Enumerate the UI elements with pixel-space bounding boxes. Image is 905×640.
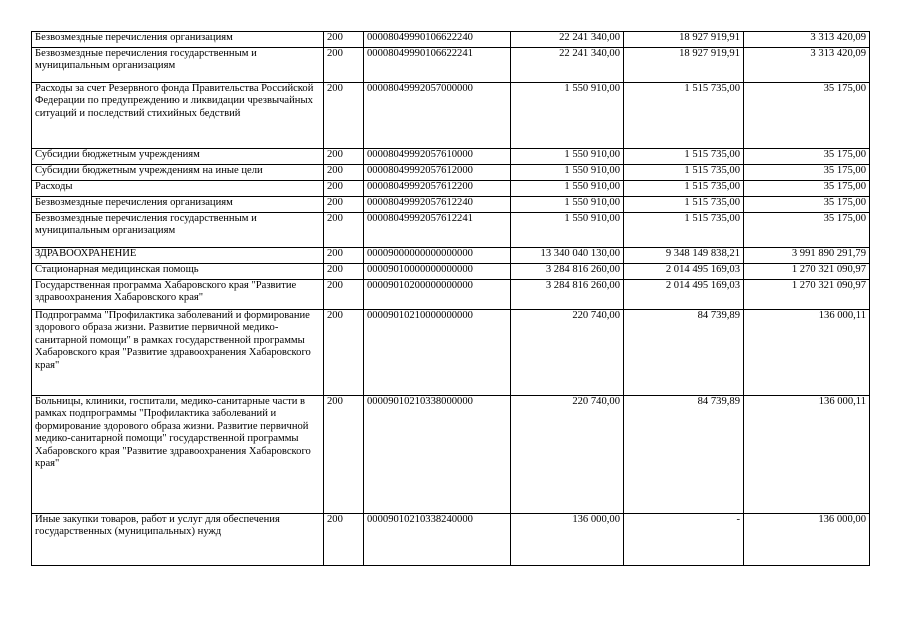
cell-executed-amount: 2 014 495 169,03 [624,264,744,280]
cell-expense-name: Расходы за счет Резервного фонда Правительства Российской Федерации по предупреждению и ликвидации чрезвычайных ситуаций и последствий стихийных бедствий [32,83,324,149]
cell-remaining-amount: 35 175,00 [744,165,870,181]
cell-executed-amount: 1 515 735,00 [624,213,744,248]
cell-approved-amount: 1 550 910,00 [511,213,624,248]
cell-expense-name: Государственная программа Хабаровского края "Развитие здравоохранения Хабаровского края" [32,280,324,310]
table-row [32,248,870,264]
cell-executed-amount: 9 348 149 838,21 [624,248,744,264]
table-row [32,310,870,396]
cell-approved-amount: 1 550 910,00 [511,83,624,149]
cell-approved-amount: 13 340 040 130,00 [511,248,624,264]
cell-executed-amount: 1 515 735,00 [624,149,744,165]
cell-admin-code: 200 [324,248,364,264]
cell-approved-amount: 22 241 340,00 [511,32,624,48]
cell-admin-code: 200 [324,83,364,149]
cell-executed-amount: 84 739,89 [624,310,744,396]
cell-approved-amount: 3 284 816 260,00 [511,264,624,280]
cell-admin-code: 200 [324,264,364,280]
cell-expense-name: Расходы [32,181,324,197]
table-row [32,213,870,248]
cell-approved-amount: 3 284 816 260,00 [511,280,624,310]
table-row [32,514,870,566]
table-row [32,149,870,165]
table-row [32,48,870,83]
cell-expense-name: Больницы, клиники, госпитали, медико-санитарные части в рамках подпрограммы "Профилактика заболеваний и формирование здорового образа жизни. Развитие первичной медико-санитарной помощи" государственной программы Хабаровского края "Развитие здравоохранения Хабаровского края" [32,396,324,514]
cell-admin-code: 200 [324,213,364,248]
table-row [32,83,870,149]
cell-classification-code: 00009010210338240000 [364,514,511,566]
table-row [32,165,870,181]
cell-classification-code: 00009010200000000000 [364,280,511,310]
cell-classification-code: 00008049990106622241 [364,48,511,83]
cell-remaining-amount: 1 270 321 090,97 [744,264,870,280]
cell-classification-code: 00009000000000000000 [364,248,511,264]
cell-expense-name: Подпрограмма "Профилактика заболеваний и формирование здорового образа жизни. Развитие первичной медико-санитарной помощи" в рамках государственной программы Хабаровского края "Развитие здравоохранения Хабаровского края" [32,310,324,396]
cell-executed-amount: 2 014 495 169,03 [624,280,744,310]
cell-admin-code: 200 [324,149,364,165]
cell-expense-name: ЗДРАВООХРАНЕНИЕ [32,248,324,264]
cell-remaining-amount: 3 313 420,09 [744,48,870,83]
cell-classification-code: 00008049992057612200 [364,181,511,197]
cell-classification-code: 00008049992057612241 [364,213,511,248]
table-row [32,280,870,310]
cell-admin-code: 200 [324,514,364,566]
cell-executed-amount: 84 739,89 [624,396,744,514]
cell-approved-amount: 220 740,00 [511,396,624,514]
cell-approved-amount: 1 550 910,00 [511,197,624,213]
cell-admin-code: 200 [324,197,364,213]
cell-expense-name: Безвозмездные перечисления организациям [32,32,324,48]
cell-approved-amount: 1 550 910,00 [511,165,624,181]
cell-remaining-amount: 35 175,00 [744,197,870,213]
cell-admin-code: 200 [324,396,364,514]
table-row [32,264,870,280]
cell-classification-code: 00008049992057000000 [364,83,511,149]
cell-admin-code: 200 [324,165,364,181]
cell-admin-code: 200 [324,32,364,48]
cell-executed-amount: 18 927 919,91 [624,48,744,83]
cell-executed-amount: 18 927 919,91 [624,32,744,48]
cell-expense-name: Субсидии бюджетным учреждениям на иные цели [32,165,324,181]
cell-remaining-amount: 35 175,00 [744,83,870,149]
cell-expense-name: Стационарная медицинская помощь [32,264,324,280]
cell-classification-code: 00009010000000000000 [364,264,511,280]
cell-approved-amount: 1 550 910,00 [511,149,624,165]
cell-executed-amount: 1 515 735,00 [624,83,744,149]
cell-expense-name: Иные закупки товаров, работ и услуг для обеспечения государственных (муниципальных) нужд [32,514,324,566]
cell-remaining-amount: 3 991 890 291,79 [744,248,870,264]
cell-admin-code: 200 [324,181,364,197]
cell-admin-code: 200 [324,310,364,396]
cell-expense-name: Безвозмездные перечисления организациям [32,197,324,213]
table-row [32,181,870,197]
cell-executed-amount: - [624,514,744,566]
cell-approved-amount: 1 550 910,00 [511,181,624,197]
cell-classification-code: 00008049992057612240 [364,197,511,213]
cell-classification-code: 00008049992057610000 [364,149,511,165]
cell-classification-code: 00009010210000000000 [364,310,511,396]
cell-approved-amount: 220 740,00 [511,310,624,396]
cell-remaining-amount: 35 175,00 [744,149,870,165]
cell-remaining-amount: 136 000,11 [744,310,870,396]
cell-approved-amount: 136 000,00 [511,514,624,566]
table-row [32,32,870,48]
cell-remaining-amount: 35 175,00 [744,181,870,197]
cell-executed-amount: 1 515 735,00 [624,165,744,181]
table-body [32,32,870,566]
cell-executed-amount: 1 515 735,00 [624,181,744,197]
table-row [32,197,870,213]
cell-approved-amount: 22 241 340,00 [511,48,624,83]
cell-remaining-amount: 136 000,11 [744,396,870,514]
cell-remaining-amount: 136 000,00 [744,514,870,566]
cell-classification-code: 00009010210338000000 [364,396,511,514]
cell-classification-code: 00008049990106622240 [364,32,511,48]
budget-execution-table [31,31,870,566]
cell-expense-name: Безвозмездные перечисления государственным и муниципальным организациям [32,48,324,83]
cell-remaining-amount: 3 313 420,09 [744,32,870,48]
cell-remaining-amount: 1 270 321 090,97 [744,280,870,310]
cell-classification-code: 00008049992057612000 [364,165,511,181]
cell-expense-name: Субсидии бюджетным учреждениям [32,149,324,165]
cell-admin-code: 200 [324,48,364,83]
cell-admin-code: 200 [324,280,364,310]
table-row [32,396,870,514]
cell-executed-amount: 1 515 735,00 [624,197,744,213]
cell-remaining-amount: 35 175,00 [744,213,870,248]
cell-expense-name: Безвозмездные перечисления государственным и муниципальным организациям [32,213,324,248]
